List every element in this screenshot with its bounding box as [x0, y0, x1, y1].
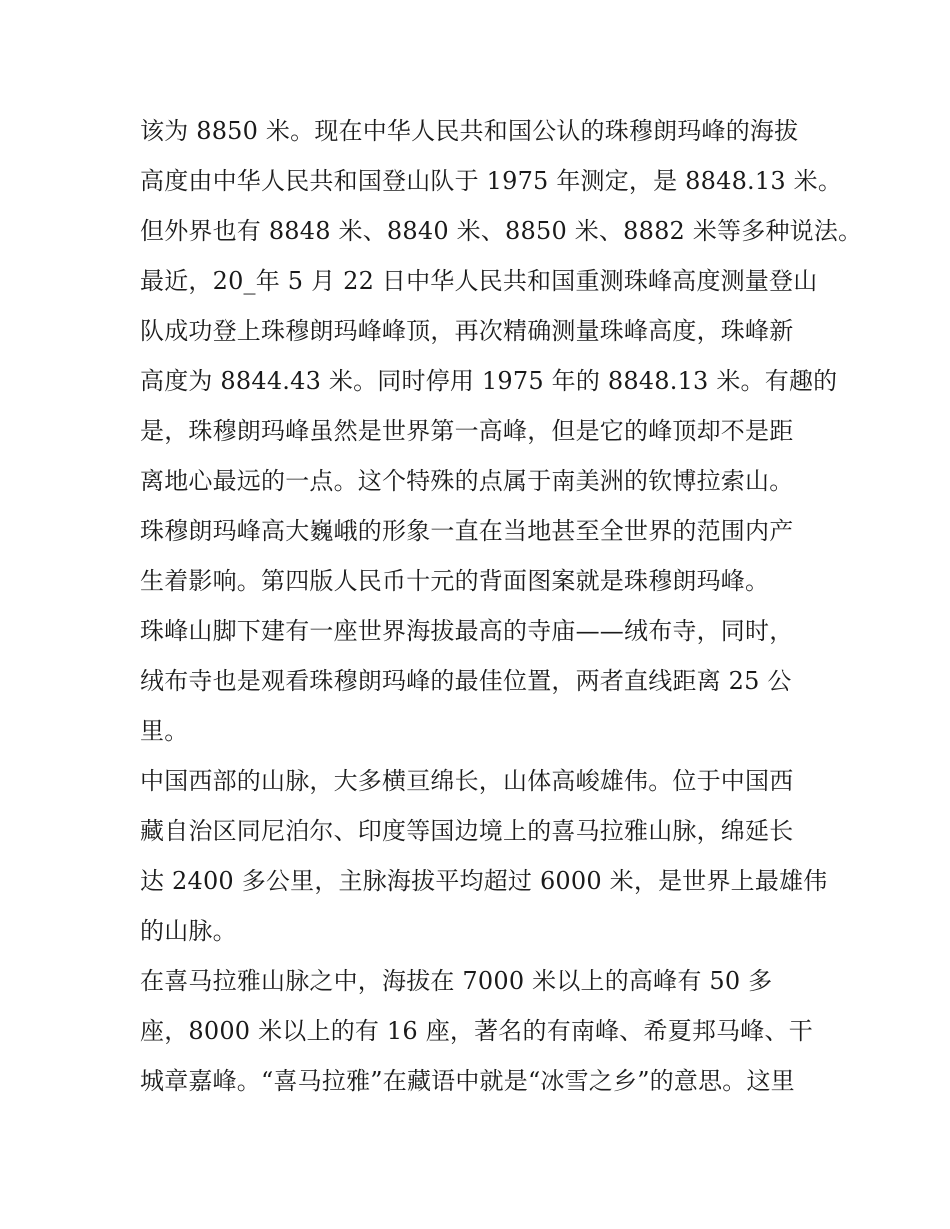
text-line: 该为 8850 米。现在中华人民共和国公认的珠穆朗玛峰的海拔: [140, 117, 799, 145]
text-line: 高度为 8844.43 米。同时停用 1975 年的 8848.13 米。有趣的: [140, 367, 838, 395]
text-line: 队成功登上珠穆朗玛峰峰顶，再次精确测量珠峰高度，珠峰新: [140, 317, 794, 345]
text-line: 藏自治区同尼泊尔、印度等国边境上的喜马拉雅山脉，绵延长: [140, 817, 794, 845]
text-line: 珠峰山脚下建有一座世界海拔最高的寺庙——绒布寺，同时，: [140, 617, 794, 645]
text-line: 里。: [140, 717, 189, 745]
text-line: 座，8000 米以上的有 16 座，著名的有南峰、希夏邦马峰、干: [140, 1017, 813, 1045]
text-line: 生着影响。第四版人民币十元的背面图案就是珠穆朗玛峰。: [140, 567, 770, 595]
text-line: 城章嘉峰。“喜马拉雅”在藏语中就是“冰雪之乡”的意思。这里: [140, 1067, 795, 1095]
text-line: 离地心最远的一点。这个特殊的点属于南美洲的钦博拉索山。: [140, 467, 794, 495]
text-line: 最近，20_年 5 月 22 日中华人民共和国重测珠峰高度测量登山: [140, 267, 818, 295]
text-line: 珠穆朗玛峰高大巍峨的形象一直在当地甚至全世界的范围内产: [140, 517, 794, 545]
text-line: 中国西部的山脉，大多横亘绵长，山体高峻雄伟。位于中国西: [140, 767, 794, 795]
text-line: 是，珠穆朗玛峰虽然是世界第一高峰，但是它的峰顶却不是距: [140, 417, 794, 445]
text-line: 绒布寺也是观看珠穆朗玛峰的最佳位置，两者直线距离 25 公: [140, 667, 792, 695]
text-line: 但外界也有 8848 米、8840 米、8850 米、8882 米等多种说法。: [140, 217, 863, 245]
text-line: 的山脉。: [140, 917, 237, 945]
text-line: 在喜马拉雅山脉之中，海拔在 7000 米以上的高峰有 50 多: [140, 967, 773, 995]
text-line: 高度由中华人民共和国登山队于 1975 年测定，是 8848.13 米。: [140, 167, 843, 195]
body-text: [140, 106, 863, 1106]
text-line: 达 2400 多公里，主脉海拔平均超过 6000 米，是世界上最雄伟: [140, 867, 828, 895]
